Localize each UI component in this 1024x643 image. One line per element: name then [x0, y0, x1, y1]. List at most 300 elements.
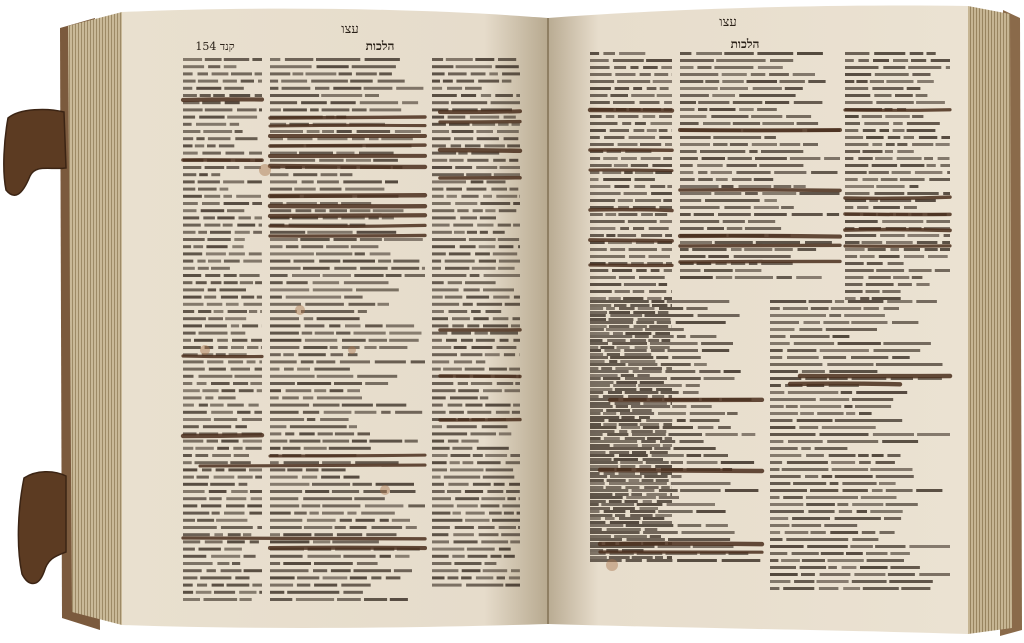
print-line-segment: [183, 584, 193, 587]
print-line-segment: [665, 234, 672, 237]
print-line-segment: [390, 490, 416, 493]
print-line-segment: [232, 562, 240, 565]
print-line-segment: [901, 587, 930, 590]
print-line-segment: [249, 512, 262, 515]
print-line-segment: [229, 94, 250, 97]
print-line-segment: [811, 307, 829, 310]
print-line-segment: [680, 220, 719, 223]
print-line-segment: [633, 227, 644, 230]
print-line-segment: [632, 556, 653, 559]
print-line-segment: [307, 130, 320, 133]
print-line-segment: [751, 73, 766, 76]
print-line-segment: [621, 416, 634, 419]
print-line-segment: [270, 440, 287, 443]
print-line-segment: [255, 368, 262, 371]
print-line-segment: [680, 440, 704, 443]
print-line-segment: [897, 150, 914, 153]
print-line-segment: [270, 512, 291, 515]
print-line-segment: [270, 252, 314, 255]
print-line-segment: [851, 321, 887, 324]
print-line-segment: [935, 269, 950, 272]
print-line-segment: [205, 324, 227, 327]
print-line-segment: [204, 598, 238, 601]
print-line-segment: [473, 209, 483, 212]
print-line-segment: [866, 290, 880, 293]
print-line-segment: [658, 510, 693, 513]
print-line-segment: [460, 245, 476, 248]
print-line-segment: [235, 425, 247, 428]
print-line-segment: [331, 569, 351, 572]
print-line-segment: [777, 276, 792, 279]
print-line-segment: [722, 80, 744, 83]
print-line-segment: [628, 395, 648, 398]
print-line-segment: [294, 512, 307, 515]
print-line-segment: [496, 195, 517, 198]
print-line-segment: [632, 409, 652, 412]
print-line-segment: [432, 94, 457, 97]
print-line-segment: [828, 566, 837, 569]
print-line-segment: [590, 335, 632, 338]
print-line-segment: [845, 143, 869, 146]
print-line-segment: [448, 576, 459, 579]
print-line-segment: [663, 423, 672, 426]
print-line-segment: [446, 339, 457, 342]
print-line-segment: [616, 405, 628, 408]
print-line-segment: [701, 342, 733, 345]
print-line-segment: [432, 202, 451, 205]
censor-stroke: [270, 215, 425, 216]
print-line-segment: [620, 465, 635, 468]
print-line-segment: [680, 171, 693, 174]
print-line-segment: [639, 416, 650, 419]
print-line-segment: [255, 94, 262, 97]
print-line-segment: [590, 426, 617, 429]
print-line-segment: [257, 526, 262, 529]
censor-stroke: [600, 544, 762, 545]
print-line-segment: [477, 303, 502, 306]
print-line-segment: [331, 353, 344, 356]
print-line-segment: [340, 360, 370, 363]
print-line-segment: [610, 314, 642, 317]
print-line-segment: [759, 164, 803, 167]
print-line-segment: [680, 178, 695, 181]
print-line-segment: [286, 296, 341, 299]
print-line-segment: [907, 192, 938, 195]
print-line-segment: [631, 164, 648, 167]
print-line-segment: [465, 281, 496, 284]
print-line-segment: [183, 123, 192, 126]
print-line-segment: [919, 136, 937, 139]
print-line-segment: [916, 300, 937, 303]
print-line-segment: [680, 227, 704, 230]
print-line-segment: [183, 360, 204, 363]
print-line-segment: [845, 234, 876, 237]
print-line-segment: [270, 159, 315, 162]
print-line-segment: [432, 584, 462, 587]
print-line-segment: [197, 382, 207, 385]
print-line-segment: [183, 346, 201, 349]
print-line-segment: [183, 483, 208, 486]
print-line-segment: [314, 533, 333, 536]
print-line-segment: [183, 476, 194, 479]
print-line-segment: [613, 59, 644, 62]
print-line-segment: [835, 419, 902, 422]
print-line-segment: [845, 73, 871, 76]
print-line-segment: [303, 267, 330, 270]
print-line-segment: [183, 389, 200, 392]
print-line-segment: [733, 122, 760, 125]
print-line-segment: [845, 66, 879, 69]
print-line-segment: [257, 389, 262, 392]
print-line-segment: [680, 248, 689, 251]
print-line-segment: [900, 178, 925, 181]
print-line-segment: [364, 87, 393, 90]
print-line-segment: [664, 269, 672, 272]
print-line-segment: [917, 80, 934, 83]
print-line-segment: [255, 476, 262, 479]
print-line-segment: [270, 310, 297, 313]
print-line-segment: [677, 335, 686, 338]
print-line-segment: [270, 533, 280, 536]
print-line-segment: [463, 461, 474, 464]
print-line-segment: [632, 433, 666, 436]
print-line-segment: [199, 404, 208, 407]
print-line-segment: [866, 136, 884, 139]
print-line-segment: [625, 391, 659, 394]
print-line-segment: [609, 325, 629, 328]
print-line-segment: [835, 475, 873, 478]
print-line-segment: [313, 281, 340, 284]
print-line-segment: [627, 538, 665, 541]
print-line-segment: [270, 576, 295, 579]
print-line-segment: [509, 483, 520, 486]
print-line-segment: [757, 108, 777, 111]
print-line-segment: [270, 569, 309, 572]
print-line-segment: [270, 317, 299, 320]
print-line-segment: [183, 195, 202, 198]
print-line-segment: [183, 209, 197, 212]
print-line-segment: [716, 59, 765, 62]
print-line-segment: [227, 209, 244, 212]
print-line-segment: [609, 311, 630, 314]
print-line-segment: [251, 497, 262, 500]
print-line-segment: [625, 486, 639, 489]
print-line-segment: [590, 531, 640, 534]
print-line-segment: [344, 476, 360, 479]
print-line-segment: [223, 180, 244, 183]
print-line-segment: [819, 587, 839, 590]
print-line-segment: [502, 72, 520, 75]
print-line-segment: [476, 339, 495, 342]
print-line-segment: [610, 248, 625, 251]
print-line-segment: [304, 317, 314, 320]
censor-stroke: [270, 125, 425, 126]
print-line-segment: [231, 332, 246, 335]
print-line-segment: [335, 432, 354, 435]
print-line-segment: [607, 479, 626, 482]
print-line-segment: [774, 185, 792, 188]
censor-stroke: [270, 455, 425, 456]
print-line-segment: [822, 426, 876, 429]
print-line-segment: [654, 447, 670, 450]
print-line-segment: [270, 346, 299, 349]
print-line-segment: [848, 300, 884, 303]
print-line-segment: [850, 545, 873, 548]
print-line-segment: [640, 101, 660, 104]
print-line-segment: [183, 454, 192, 457]
print-line-segment: [360, 101, 398, 104]
print-line-segment: [835, 517, 881, 520]
print-line-segment: [270, 468, 285, 471]
print-line-segment: [244, 555, 256, 558]
print-line-segment: [270, 504, 299, 507]
print-line-segment: [889, 580, 933, 583]
print-line-segment: [845, 178, 858, 181]
print-line-segment: [885, 115, 910, 118]
print-line-segment: [199, 375, 233, 378]
print-line-segment: [845, 87, 868, 90]
print-line-segment: [631, 405, 670, 408]
print-line-segment: [837, 503, 848, 506]
print-line-segment: [590, 458, 612, 461]
print-line-segment: [211, 281, 222, 284]
print-line-segment: [475, 58, 494, 61]
print-line-segment: [830, 531, 858, 534]
print-line-segment: [802, 559, 825, 562]
print-line-segment: [655, 430, 666, 433]
print-line-segment: [432, 324, 448, 327]
print-line-segment: [183, 224, 201, 227]
print-line-segment: [762, 192, 796, 195]
print-line-segment: [484, 274, 520, 277]
print-line-segment: [230, 123, 239, 126]
print-line-segment: [794, 342, 834, 345]
print-line-segment: [483, 389, 502, 392]
print-line-segment: [220, 188, 229, 191]
print-line-segment: [259, 108, 262, 111]
censor-stroke: [845, 230, 950, 231]
print-line-segment: [490, 332, 518, 335]
print-line-segment: [270, 382, 295, 385]
print-line-segment: [590, 318, 606, 321]
print-line-segment: [641, 234, 662, 237]
print-line-segment: [297, 584, 310, 587]
print-line-segment: [633, 370, 662, 373]
print-line-segment: [183, 504, 197, 507]
print-line-segment: [722, 559, 761, 562]
print-line-segment: [205, 274, 220, 277]
print-line-segment: [590, 416, 619, 419]
print-line-segment: [479, 245, 496, 248]
print-line-segment: [432, 281, 444, 284]
print-line-segment: [880, 129, 890, 132]
censor-stroke: [845, 197, 950, 198]
print-line-segment: [306, 468, 319, 471]
print-line-segment: [620, 461, 643, 464]
print-line-segment: [197, 476, 209, 479]
print-line-segment: [603, 377, 620, 380]
print-line-segment: [590, 192, 621, 195]
print-line-segment: [346, 159, 371, 162]
print-line-segment: [270, 598, 292, 601]
print-line-segment: [461, 353, 483, 356]
print-line-segment: [590, 500, 606, 503]
print-line-segment: [297, 382, 331, 385]
print-line-segment: [733, 101, 763, 104]
print-line-segment: [659, 489, 678, 492]
print-line-segment: [229, 252, 245, 255]
print-line-segment: [247, 504, 262, 507]
print-line-segment: [671, 475, 681, 478]
print-line-segment: [628, 220, 657, 223]
print-line-segment: [509, 368, 520, 371]
print-line-segment: [183, 375, 194, 378]
print-line-segment: [214, 533, 223, 536]
print-line-segment: [224, 260, 240, 263]
print-line-segment: [606, 234, 615, 237]
print-line-segment: [927, 52, 936, 55]
print-line-segment: [473, 454, 483, 457]
print-line-segment: [590, 524, 623, 527]
print-line-segment: [610, 94, 628, 97]
print-line-segment: [480, 216, 496, 219]
print-line-segment: [183, 317, 206, 320]
print-line-segment: [322, 108, 350, 111]
print-line-segment: [432, 396, 446, 399]
print-line-segment: [270, 497, 298, 500]
print-line-segment: [640, 143, 661, 146]
print-line-segment: [648, 339, 659, 342]
print-line-segment: [845, 255, 857, 258]
print-line-segment: [613, 101, 635, 104]
print-line-segment: [790, 157, 821, 160]
print-line-segment: [211, 555, 240, 558]
print-line-segment: [941, 136, 950, 139]
print-line-segment: [432, 411, 446, 414]
print-line-segment: [928, 255, 948, 258]
print-line-segment: [340, 173, 353, 176]
print-line-segment: [224, 274, 237, 277]
print-line-segment: [660, 440, 675, 443]
censor-stroke: [270, 145, 425, 146]
print-line-segment: [484, 144, 505, 147]
print-line-segment: [196, 137, 204, 140]
print-line-segment: [405, 440, 418, 443]
print-line-segment: [770, 482, 790, 485]
print-line-segment: [869, 171, 889, 174]
print-line-segment: [590, 248, 607, 251]
print-line-segment: [370, 252, 391, 255]
print-line-segment: [615, 73, 635, 76]
print-line-segment: [751, 115, 782, 118]
print-line-segment: [224, 58, 249, 61]
print-line-segment: [884, 307, 899, 310]
print-line-segment: [290, 440, 321, 443]
print-line-segment: [650, 185, 665, 188]
print-line-segment: [770, 524, 789, 527]
print-line-segment: [725, 489, 759, 492]
print-line-segment: [451, 144, 462, 147]
print-line-segment: [781, 559, 800, 562]
print-line-segment: [754, 178, 773, 181]
print-line-segment: [307, 231, 352, 234]
print-line-segment: [224, 548, 242, 551]
print-line-segment: [207, 569, 216, 572]
print-line-segment: [643, 402, 667, 405]
print-line-segment: [656, 479, 669, 482]
print-line-segment: [304, 526, 332, 529]
print-line-segment: [451, 101, 487, 104]
print-line-segment: [590, 213, 603, 216]
print-line-segment: [470, 274, 480, 277]
print-line-segment: [316, 252, 352, 255]
print-line-segment: [872, 143, 882, 146]
print-line-segment: [590, 342, 608, 345]
print-line-segment: [199, 548, 221, 551]
print-line-segment: [334, 267, 356, 270]
print-line-segment: [235, 231, 250, 234]
print-line-segment: [323, 576, 348, 579]
print-line-segment: [183, 137, 193, 140]
print-line-segment: [603, 178, 631, 181]
print-line-segment: [476, 166, 497, 169]
print-line-segment: [196, 87, 221, 90]
print-line-segment: [322, 468, 346, 471]
print-line-segment: [892, 356, 910, 359]
print-line-segment: [379, 346, 407, 349]
print-line-segment: [293, 173, 317, 176]
print-line-segment: [619, 517, 641, 520]
print-line-segment: [506, 461, 520, 464]
print-line-segment: [458, 389, 479, 392]
print-line-segment: [658, 311, 669, 314]
print-line-segment: [211, 411, 233, 414]
print-line-segment: [755, 157, 787, 160]
print-line-segment: [876, 101, 914, 104]
print-line-segment: [590, 185, 610, 188]
print-line-segment: [876, 461, 895, 464]
print-line-segment: [198, 188, 217, 191]
print-line-segment: [845, 262, 864, 265]
print-line-segment: [216, 519, 247, 522]
print-line-segment: [870, 80, 884, 83]
print-line-segment: [626, 524, 674, 527]
print-line-segment: [852, 398, 893, 401]
print-line-segment: [590, 381, 614, 384]
print-line-segment: [402, 101, 418, 104]
print-line-segment: [310, 108, 319, 111]
print-line-segment: [663, 199, 672, 202]
print-line-segment: [463, 303, 473, 306]
print-line-segment: [301, 310, 354, 313]
print-line-segment: [845, 248, 865, 251]
print-line-segment: [301, 101, 327, 104]
print-line-segment: [504, 137, 519, 140]
print-line-segment: [482, 425, 508, 428]
print-line-segment: [590, 482, 605, 485]
print-line-segment: [270, 432, 281, 435]
print-line-segment: [845, 80, 854, 83]
print-line-segment: [667, 185, 672, 188]
print-line-segment: [315, 332, 334, 335]
print-line-segment: [723, 220, 745, 223]
print-line-segment: [890, 552, 910, 555]
print-line-segment: [202, 389, 218, 392]
print-line-segment: [183, 533, 210, 536]
print-line-segment: [662, 248, 672, 251]
print-line-segment: [659, 307, 683, 310]
print-line-segment: [432, 519, 462, 522]
